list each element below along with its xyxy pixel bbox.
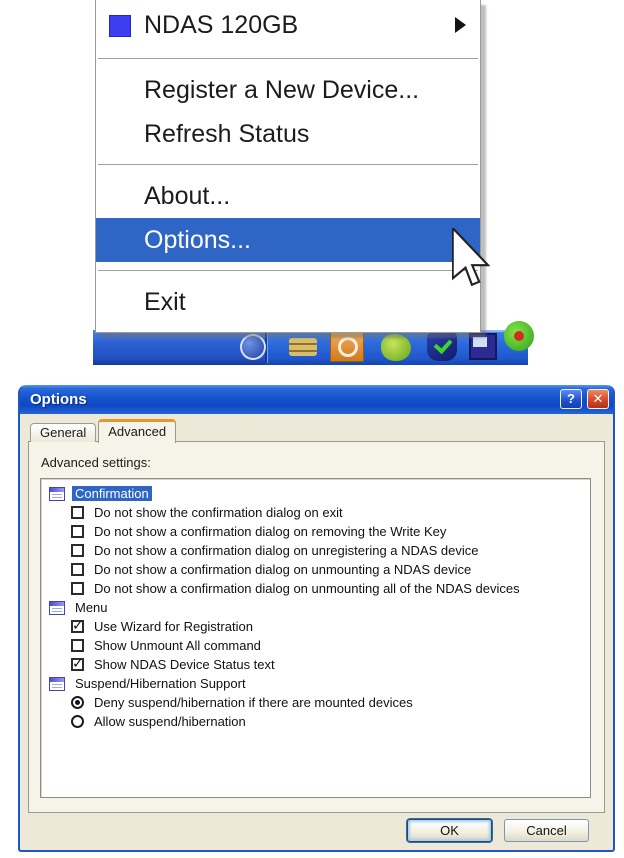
tree-group-row[interactable] bbox=[41, 674, 590, 693]
radio-button-selected[interactable] bbox=[71, 696, 84, 709]
group-window-icon bbox=[49, 601, 65, 615]
menu-item-options[interactable] bbox=[96, 218, 480, 262]
tree-item-label: Do not show a confirmation dialog on unmounting all of the NDAS devices bbox=[94, 581, 520, 596]
taskbar bbox=[93, 330, 528, 365]
menu-item-about[interactable] bbox=[96, 174, 480, 218]
tree-item-row[interactable] bbox=[41, 579, 590, 598]
dialog-button-row bbox=[407, 819, 589, 842]
advanced-settings-label: Advanced settings: bbox=[41, 455, 151, 470]
clock-icon[interactable] bbox=[240, 334, 266, 360]
menu-item-refresh[interactable] bbox=[96, 112, 480, 156]
group-window-icon bbox=[49, 487, 65, 501]
mouse-cursor-icon bbox=[452, 228, 490, 291]
tab-advanced[interactable]: Advanced bbox=[98, 419, 176, 443]
tree-item-label: Use Wizard for Registration bbox=[94, 619, 253, 634]
checkbox-checked[interactable] bbox=[71, 620, 84, 633]
tree-item-label: Show Unmount All command bbox=[94, 638, 261, 653]
tab-strip bbox=[30, 419, 613, 442]
options-dialog bbox=[18, 385, 615, 852]
help-button[interactable]: ? bbox=[560, 389, 582, 409]
group-label: Confirmation bbox=[72, 486, 152, 501]
tree-item-row[interactable] bbox=[41, 712, 590, 731]
status-ball-icon[interactable] bbox=[504, 321, 534, 351]
tree-group-row[interactable] bbox=[41, 484, 590, 503]
dialog-title: Options bbox=[30, 391, 87, 408]
tree-item-row[interactable] bbox=[41, 693, 590, 712]
advanced-tab-panel bbox=[28, 441, 605, 813]
menu-item-label: NDAS 120GB bbox=[144, 11, 299, 39]
checkbox[interactable] bbox=[71, 639, 84, 652]
tree-item-label: Show NDAS Device Status text bbox=[94, 657, 275, 672]
notes-icon[interactable] bbox=[289, 338, 317, 356]
checkbox[interactable] bbox=[71, 544, 84, 557]
group-label: Suspend/Hibernation Support bbox=[75, 676, 246, 691]
radio-button[interactable] bbox=[71, 715, 84, 728]
checkbox[interactable] bbox=[71, 525, 84, 538]
menu-item-label: Exit bbox=[144, 288, 186, 316]
tree-item-label: Do not show a confirmation dialog on unmounting a NDAS device bbox=[94, 562, 472, 577]
menu-item-ndas-device[interactable] bbox=[96, 0, 480, 50]
tree-item-label: Do not show a confirmation dialog on unregistering a NDAS device bbox=[94, 543, 479, 558]
group-label: Menu bbox=[75, 600, 108, 615]
group-window-icon bbox=[49, 677, 65, 691]
tree-item-label: Deny suspend/hibernation if there are mounted devices bbox=[94, 695, 413, 710]
ndas-device-icon bbox=[109, 15, 131, 37]
menu-separator bbox=[98, 164, 478, 166]
tray-context-menu bbox=[95, 0, 481, 333]
menu-item-label: Refresh Status bbox=[144, 120, 310, 148]
ok-button[interactable]: OK bbox=[407, 819, 492, 842]
menu-item-label: Register a New Device... bbox=[144, 76, 420, 104]
tree-item-row[interactable] bbox=[41, 636, 590, 655]
checkbox[interactable] bbox=[71, 506, 84, 519]
camera-icon[interactable] bbox=[330, 331, 364, 362]
tree-item-row[interactable] bbox=[41, 617, 590, 636]
checkbox[interactable] bbox=[71, 563, 84, 576]
submenu-arrow-icon bbox=[455, 17, 466, 33]
cancel-button[interactable]: Cancel bbox=[504, 819, 589, 842]
menu-separator bbox=[98, 58, 478, 60]
tree-item-label: Do not show the confirmation dialog on exit bbox=[94, 505, 343, 520]
tree-item-row[interactable] bbox=[41, 655, 590, 674]
tree-item-row[interactable] bbox=[41, 541, 590, 560]
tree-group-row[interactable] bbox=[41, 598, 590, 617]
network-icon[interactable] bbox=[381, 334, 411, 361]
checkbox[interactable] bbox=[71, 582, 84, 595]
tree-item-row[interactable] bbox=[41, 522, 590, 541]
tree-item-row[interactable] bbox=[41, 503, 590, 522]
shield-check-icon[interactable] bbox=[427, 332, 457, 361]
menu-item-register[interactable] bbox=[96, 68, 480, 112]
tree-item-row[interactable] bbox=[41, 560, 590, 579]
menu-item-label: Options... bbox=[144, 226, 251, 254]
menu-item-exit[interactable] bbox=[96, 280, 480, 324]
menu-separator bbox=[98, 270, 478, 272]
close-button[interactable]: ✕ bbox=[587, 389, 609, 409]
tab-general[interactable]: General bbox=[30, 423, 96, 442]
settings-listbox[interactable] bbox=[40, 478, 591, 798]
checkbox-checked[interactable] bbox=[71, 658, 84, 671]
dialog-titlebar[interactable] bbox=[20, 385, 613, 414]
tree-item-label: Do not show a confirmation dialog on removing the Write Key bbox=[94, 524, 447, 539]
menu-item-label: About... bbox=[144, 182, 231, 210]
window-icon[interactable] bbox=[469, 333, 497, 360]
tree-item-label: Allow suspend/hibernation bbox=[94, 714, 246, 729]
